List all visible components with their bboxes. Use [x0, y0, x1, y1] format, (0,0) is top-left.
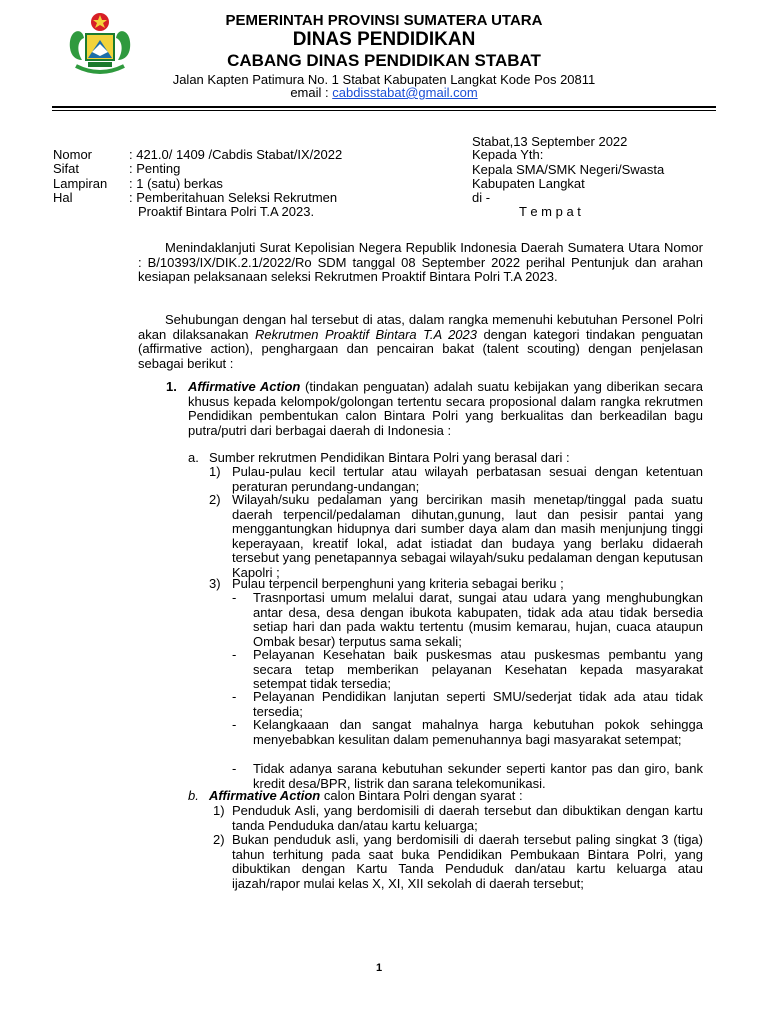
item-1-title: Affirmative Action [188, 379, 301, 394]
sub-a-number: a. [188, 450, 199, 465]
sub-a2-text: Wilayah/suku pedalaman yang bercirikan masih menetap/tinggal pada suatu daerah terpencil/pedalaman dihutan,gunung, laut dan pesisir pantai yang menggantungkan hidupnya dari sumber daya alam dan masih menjunjung tinggi keperayaan, kreatif lokal, adat istiadat dan budaya yang berlaku didaerah tersebut yang penetapannya sebagai wilayah/suku pedalaman dengan keputusan Kapolri ; [232, 492, 703, 580]
sub-a3-number: 3) [209, 576, 221, 591]
item-1-description: (tindakan penguatan) adalah suatu kebijakan yang diberikan secara khusus kepada kelompok/golongan tertentu secara proposional dalam rangka rekrutmen Pendidikan pembentukan calon Bintara Polri yang berkualitas dan berkeadilan bagu putra/putri dari berbagai daerah di Indonesia : [188, 379, 703, 438]
paragraph-context [138, 313, 703, 371]
recipient-line-1: Kepada Yth: [472, 147, 544, 162]
paragraph-context-text-a: Sehubungan dengan hal tersebut di atas, dalam rangka memenuhi kebutuhan Personel Polri akan dilaksanakan [138, 312, 703, 342]
recipient-line-3: Kabupaten Langkat [472, 176, 585, 191]
sub-a3-text: Pulau terpencil berpenghuni yang kriteria sebagai beriku ; [232, 576, 564, 591]
sub-b-description: calon Bintara Polri dengan syarat : [320, 788, 523, 803]
dash-marker: - [232, 717, 237, 732]
meta-label-lampiran: Lampiran [53, 176, 108, 191]
dash-marker: - [232, 761, 237, 776]
item-1-number: 1. [166, 379, 177, 394]
sub-b-text [209, 789, 523, 804]
dash-marker: - [232, 689, 237, 704]
paragraph-context-text-b: dengan kategori tindakan penguatan (affirmative action), penghargaan dan pencairan bakat (talent scouting) dengan penjelasan sebagai berikut : [138, 326, 703, 371]
dash-item-health: Pelayanan Kesehatan baik puskesmas atau puskesmas pembantu yang secara tetap memberikan pelayanan Kesehatan kepada masyarakat setempat tidak tersedia; [253, 647, 703, 691]
meta-label-nomor: Nomor [53, 147, 93, 162]
header-agency: DINAS PENDIDIKAN [292, 29, 476, 50]
page-number: 1 [375, 962, 383, 974]
header-branch: CABANG DINAS PENDIDIKAN STABAT [227, 51, 541, 70]
dash-marker: - [232, 590, 237, 605]
dash-item-transport: Trasnportasi umum melalui darat, sungai atau udara yang menghubungkan antar desa, desa dengan ibukota kabupaten, tidak ada atau tidak bersedia setiap hari dan pada waktu tertentu (musim kemarau, hujan, cuaca ataupun Ombak besar) terputus sama sekali; [253, 590, 703, 649]
sub-b-title: Affirmative Action [209, 788, 321, 803]
header-rule-thick [52, 106, 716, 108]
paragraph-context-emphasis: Rekrutmen Proaktif Bintara T.A 2023 [254, 326, 478, 342]
dash-marker: - [232, 647, 237, 662]
email-link[interactable]: cabdisstabat@gmail.com [332, 85, 478, 100]
meta-value-hal-continued: Proaktif Bintara Polri T.A 2023. [138, 204, 315, 219]
sub-a2-number: 2) [209, 492, 221, 507]
sub-b1-number: 1) [213, 803, 225, 818]
meta-value-hal: : Pemberitahuan Seleksi Rekrutmen [129, 190, 338, 205]
item-1-text [188, 380, 703, 438]
paragraph-intro: Menindaklanjuti Surat Kepolisian Negera Republik Indonesia Daerah Sumatera Utara Nomor : B/10393/IX/DIK.2.1/2022/Ro SDM tanggal 08 September 2022 perihal Pentunjuk dan arahan kesiapan pelaksanaan seleksi Rekrutmen Proaktif Bintara Polri T.A 2023. [138, 240, 703, 284]
sub-b2-number: 2) [213, 832, 225, 847]
recipient-line-4: di - [472, 190, 491, 205]
meta-value-nomor: : 421.0/ 1409 /Cabdis Stabat/IX/2022 [129, 147, 343, 162]
header-government: PEMERINTAH PROVINSI SUMATERA UTARA [225, 12, 543, 29]
sub-a1-text: Pulau-pulau kecil tertular atau wilayah perbatasan sesuai dengan ketentuan peraturan perundang-undangan; [232, 464, 703, 494]
sub-b2-text: Bukan penduduk asli, yang berdomisili di daerah tersebut paling singkat 3 (tiga) tahun terhitung pada saat buka Pendidikan Pembukaan Bintara Polri, yang dibuktikan dengan Kartu Tanda Penduduk dan/atau kartu keluarga atau ijazah/rapor mulai kelas X, XI, XII sekolah di daerah tersebut; [232, 832, 703, 891]
header-address: Jalan Kapten Patimura No. 1 Stabat Kabupaten Langkat Kode Pos 20811 [172, 72, 596, 87]
recipient-place: T e m p a t [519, 204, 581, 219]
meta-label-hal: Hal [53, 190, 73, 205]
dash-item-scarcity: Kelangkaaan dan sangat mahalnya harga kebutuhan pokok sehingga menyebabkan kesulitan dalam pemenuhannya bagi masyarakat setempat; [253, 717, 703, 747]
meta-label-sifat: Sifat [53, 161, 80, 176]
sub-a-text: Sumber rekrutmen Pendidikan Bintara Polri yang berasal dari : [209, 450, 570, 465]
sub-a1-number: 1) [209, 464, 221, 479]
meta-value-lampiran: : 1 (satu) berkas [129, 176, 223, 191]
meta-value-sifat: : Penting [129, 161, 181, 176]
dash-item-education: Pelayanan Pendidikan lanjutan seperti SMU/sederjat tidak ada atau tidak tersedia; [253, 689, 703, 719]
dash-item-facilities: Tidak adanya sarana kebutuhan sekunder seperti kantor pas dan giro, bank kredit desa/BPR, listrik dan sarana telekomunikasi. [253, 761, 703, 791]
letter-date: Stabat,13 September 2022 [472, 134, 628, 149]
sub-b-number: b. [188, 788, 199, 803]
header-rule-thin [52, 110, 716, 111]
sub-b1-text: Penduduk Asli, yang berdomisili di daerah tersebut dan dibuktikan dengan kartu tanda Penduduka dan/atau kartu keluarga; [232, 803, 703, 833]
header-email-line [0, 85, 768, 100]
email-label: email : [290, 85, 333, 100]
recipient-line-2: Kepala SMA/SMK Negeri/Swasta [472, 162, 665, 177]
